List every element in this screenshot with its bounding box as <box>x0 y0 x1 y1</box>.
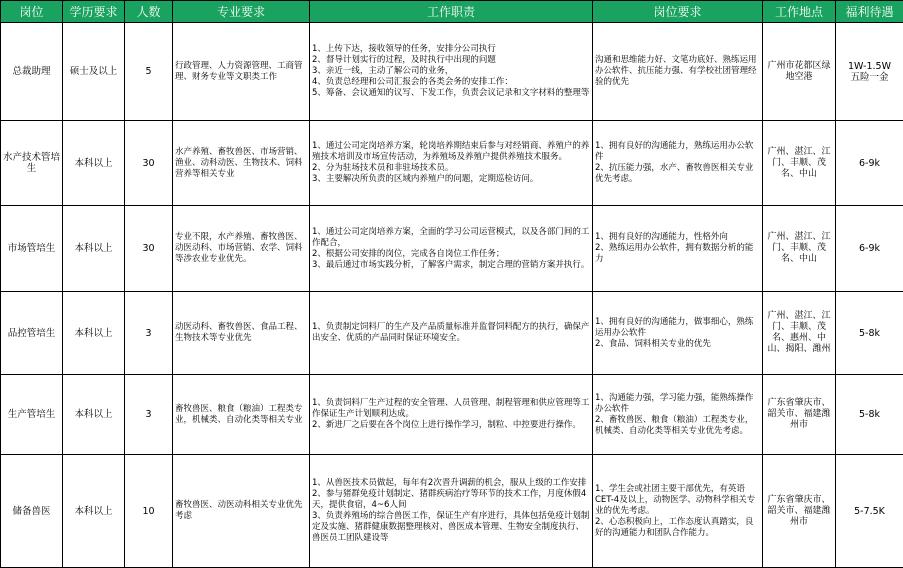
cell-location <box>763 23 836 121</box>
cell-education-line: 硕士及以上 <box>65 66 122 77</box>
cell-duties <box>310 292 593 375</box>
cell-requirements-line: 2、抗压能力强，水产、畜牧兽医相关专业优先考虑。 <box>595 163 760 185</box>
cell-position-line: 总裁助理 <box>3 66 60 77</box>
cell-duties-line: 1、从兽医技术员做起，每年有2次晋升调薪的机会，服从上级的工作安排 <box>312 478 590 489</box>
cell-requirements <box>593 23 763 121</box>
cell-position <box>1 375 63 455</box>
cell-location <box>763 455 836 568</box>
cell-count <box>125 23 173 121</box>
cell-count <box>125 121 173 206</box>
cell-duties <box>310 455 593 568</box>
cell-requirements-line: 2、心态积极向上，工作态度认真踏实，良好的沟通能力和团队合作能力。 <box>595 517 760 539</box>
cell-benefits <box>836 121 903 206</box>
cell-requirements-line: 2、熟练运用办公软件，拥有数据分析的能力 <box>595 243 760 265</box>
cell-requirements-line: 1、拥有良好的沟通能力，做事细心，熟练运用办公软件 <box>595 317 760 339</box>
cell-requirements-line: 1、沟通能力强，学习能力强，能熟练操作办公软件 <box>595 393 760 415</box>
cell-location-line: 广州市花都区绿地空港 <box>765 61 833 83</box>
cell-benefits <box>836 292 903 375</box>
table-row <box>1 23 903 121</box>
cell-duties <box>310 121 593 206</box>
cell-count-line: 3 <box>127 409 170 420</box>
cell-education-line: 本科以上 <box>65 328 122 339</box>
cell-major <box>173 455 310 568</box>
cell-position-line: 储备兽医 <box>3 506 60 517</box>
cell-benefits-line: 6-9k <box>838 243 901 254</box>
header-duties: 工作职责 <box>310 1 593 23</box>
cell-major <box>173 121 310 206</box>
header-location: 工作地点 <box>763 1 836 23</box>
cell-requirements-line: 沟通和思维能力好、文笔功底好、熟练运用办公软件、抗压能力强、有学校社团管理经验的优先 <box>595 55 760 88</box>
cell-education <box>63 375 125 455</box>
cell-location-line: 广东省肇庆市、韶关市、福建潍州市 <box>765 495 833 528</box>
cell-duties-line: 1、通过公司定岗培养方案，全面的学习公司运营模式，以及各部门间的工作配合， <box>312 227 590 249</box>
cell-location <box>763 206 836 292</box>
cell-position <box>1 206 63 292</box>
cell-duties-line: 3、亲近一线，主动了解公司的业务， <box>312 66 590 77</box>
cell-location-line: 广州、湛江、江门、丰顺、茂名、中山 <box>765 147 833 180</box>
cell-requirements-line: 2、食品、饲料相关专业的优先 <box>595 339 760 350</box>
cell-education <box>63 206 125 292</box>
cell-duties-line: 1、负责制定饲料厂的生产及产品质量标准并监督饲料配方的执行，确保产出安全、优质的产品同时保证环境安全。 <box>312 322 590 344</box>
cell-position-line: 市场管培生 <box>3 243 60 254</box>
cell-benefits-line: 5-8k <box>838 328 901 339</box>
header-row <box>1 1 903 23</box>
cell-duties-line: 2、参与猪群免疫计划制定、猪群疾病治疗等环节的技术工作，月度休假4天，提供食宿，4~6人间 <box>312 489 590 511</box>
cell-location <box>763 121 836 206</box>
cell-duties <box>310 375 593 455</box>
cell-major <box>173 23 310 121</box>
cell-position <box>1 121 63 206</box>
cell-count-line: 30 <box>127 243 170 254</box>
cell-requirements-line: 1、拥有良好的沟通能力，性格外向 <box>595 232 760 243</box>
cell-benefits <box>836 23 903 121</box>
cell-education-line: 本科以上 <box>65 158 122 169</box>
cell-position-line: 品控管培生 <box>3 328 60 339</box>
header-benefits: 福利待遇 <box>836 1 903 23</box>
cell-major <box>173 206 310 292</box>
cell-major <box>173 292 310 375</box>
cell-requirements <box>593 121 763 206</box>
cell-duties-line: 2、根据公司安排的岗位，完成各自岗位工作任务； <box>312 249 590 260</box>
table-row <box>1 121 903 206</box>
header-count: 人数 <box>125 1 173 23</box>
cell-benefits <box>836 455 903 568</box>
cell-education-line: 本科以上 <box>65 506 122 517</box>
cell-education <box>63 292 125 375</box>
cell-duties-line: 1、上传下达，接收领导的任务，安排分公司执行 <box>312 44 590 55</box>
cell-benefits-line: 6-9k <box>838 158 901 169</box>
cell-position-line: 生产管培生 <box>3 409 60 420</box>
cell-location-line: 广州、湛江、江门、丰顺、茂名、中山 <box>765 232 833 265</box>
cell-duties <box>310 206 593 292</box>
cell-count <box>125 375 173 455</box>
header-requirements: 岗位要求 <box>593 1 763 23</box>
cell-duties-line: 2、分为驻场技术员和非驻场技术员。 <box>312 163 590 174</box>
cell-major-line: 畜牧兽医、动医动科相关专业优先考虑 <box>175 500 307 522</box>
cell-requirements <box>593 375 763 455</box>
cell-requirements-line: 2、畜牧兽医、粮食（粮油）工程类专业，机械类、自动化类等相关专业优先考虑。 <box>595 415 760 437</box>
cell-position-line: 水产技术管培生 <box>3 152 60 174</box>
cell-major-line: 畜牧兽医、粮食（粮油）工程类专业，机械类、自动化类等相关专业 <box>175 404 307 426</box>
cell-location <box>763 375 836 455</box>
cell-education <box>63 121 125 206</box>
cell-benefits <box>836 375 903 455</box>
cell-requirements <box>593 455 763 568</box>
cell-count-line: 30 <box>127 158 170 169</box>
cell-count-line: 3 <box>127 328 170 339</box>
cell-duties-line: 3、最后通过市场实践分析，了解客户需求，制定合理的营销方案并执行。 <box>312 260 590 271</box>
cell-duties-line: 1、负责饲料厂生产过程的安全管理、人员管理、制程管理和供应管理等工作保证生产计划顺利达成。 <box>312 398 590 420</box>
cell-location <box>763 292 836 375</box>
cell-requirements-line: 1、学生会或社团主要干部优先，有英语CET-4及以上，动物医学、动物科学相关专业的优先考虑。 <box>595 484 760 517</box>
cell-major-line: 行政管理、人力资源管理、工商管理、财务专业等文职类工作 <box>175 61 307 83</box>
table-row <box>1 375 903 455</box>
cell-major-line: 水产养殖、畜牧兽医、市场营销、渔业、动科动医、生物技术、饲料营养等相关专业 <box>175 147 307 180</box>
cell-duties <box>310 23 593 121</box>
cell-major-line: 动医动科、畜牧兽医、食品工程、生物技术等专业优先 <box>175 322 307 344</box>
cell-education <box>63 455 125 568</box>
table-row <box>1 455 903 568</box>
cell-education-line: 本科以上 <box>65 409 122 420</box>
cell-duties-line: 2、新进厂之后要在各个岗位上进行操作学习，制粒、中控要进行操作。 <box>312 420 590 431</box>
cell-duties-line: 4、负责总经理和公司汇报会的各类会务的安排工作： <box>312 77 590 88</box>
cell-requirements-line: 1、拥有良好的沟通能力，熟练运用办公软件 <box>595 141 760 163</box>
cell-benefits-line: 五险一金 <box>838 72 901 83</box>
table-row <box>1 292 903 375</box>
cell-count <box>125 455 173 568</box>
cell-major <box>173 375 310 455</box>
cell-education-line: 本科以上 <box>65 243 122 254</box>
cell-benefits <box>836 206 903 292</box>
header-education: 学历要求 <box>63 1 125 23</box>
cell-location-line: 广东省肇庆市、韶关市、福建潍州市 <box>765 398 833 431</box>
cell-count <box>125 206 173 292</box>
cell-duties-line: 2、督导计划实行的过程，及时执行中出现的问题 <box>312 55 590 66</box>
cell-position <box>1 455 63 568</box>
cell-duties-line: 3、主要解决所负责的区域内养殖户的问题，定期巡检访问。 <box>312 174 590 185</box>
cell-duties-line: 1、通过公司定岗培养方案，轮岗培养期结束后参与对经销商、养殖户的养殖技术培训及市场宣传活动，为养殖场及养殖户提供养殖技术服务。 <box>312 141 590 163</box>
cell-benefits-line: 5-7.5K <box>838 506 901 517</box>
cell-duties-line: 5、筹备、会议通知的议写、下发工作，负责会议记录和文字材料的整理等 <box>312 88 590 99</box>
cell-count-line: 5 <box>127 66 170 77</box>
cell-education <box>63 23 125 121</box>
header-position: 岗位 <box>1 1 63 23</box>
header-major: 专业要求 <box>173 1 310 23</box>
cell-benefits-line: 5-8k <box>838 409 901 420</box>
cell-location-line: 广州、湛江、江门、丰顺、茂名、惠州、中山、揭阳、潍州 <box>765 311 833 355</box>
cell-count-line: 10 <box>127 506 170 517</box>
cell-duties-line: 3、负责养殖场的综合兽医工作，保证生产有序进行，具体包括免疫计划制定及实施、猪群健康数据整理核对、兽医成本管理、生物安全制度执行、兽医员工团队建设等 <box>312 511 590 544</box>
cell-requirements <box>593 206 763 292</box>
cell-position <box>1 23 63 121</box>
cell-major-line: 专业不限，水产养殖、畜牧兽医、动医动科、市场营销、农学、饲料等涉农业专业优先。 <box>175 232 307 265</box>
cell-position <box>1 292 63 375</box>
table-row <box>1 206 903 292</box>
cell-benefits-line: 1W-1.5W <box>838 61 901 72</box>
cell-requirements <box>593 292 763 375</box>
cell-count <box>125 292 173 375</box>
